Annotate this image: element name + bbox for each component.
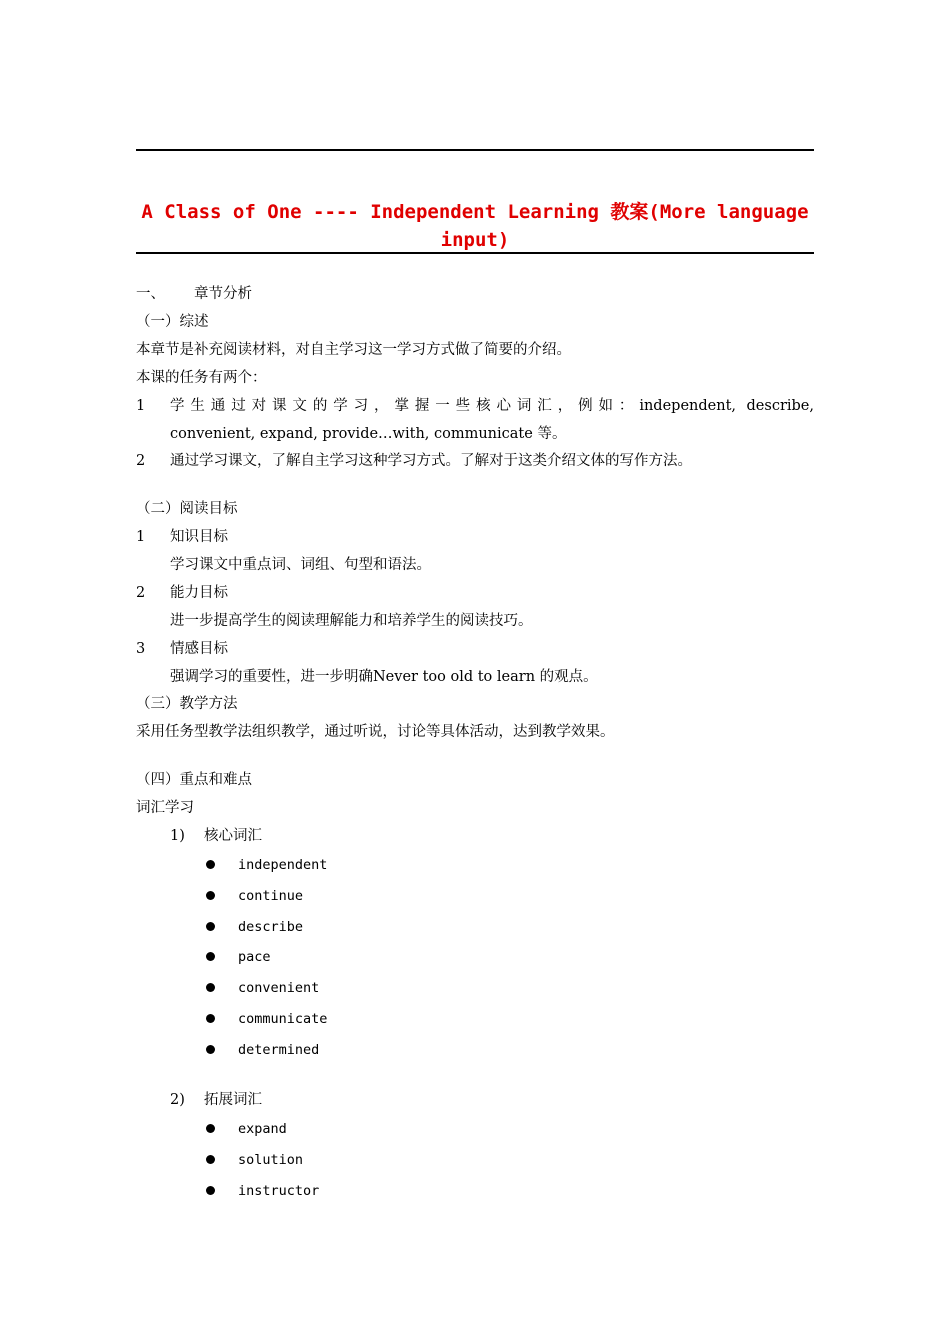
extended-vocab-number: 2) — [170, 1092, 185, 1108]
title-underline — [136, 252, 814, 254]
bullet-icon — [206, 1155, 215, 1164]
bullet-icon — [206, 891, 215, 900]
goal-number: 1 — [136, 529, 146, 545]
key-points-heading: （四）重点和难点 — [136, 772, 252, 788]
goal-description: 学习课文中重点词、词组、句型和语法。 — [170, 557, 431, 573]
goals-heading: （二）阅读目标 — [136, 501, 238, 517]
method-text: 采用任务型教学法组织教学，通过听说，讨论等具体活动，达到教学效果。 — [136, 724, 615, 740]
bullet-icon — [206, 1124, 215, 1133]
core-word: pace — [238, 949, 271, 965]
extended-word: solution — [238, 1152, 304, 1168]
bullet-icon — [206, 1186, 215, 1195]
goal-title: 能力目标 — [170, 585, 228, 601]
task-text: 通过学习课文，了解自主学习这种学习方式。了解对于这类介绍文体的写作方法。 — [170, 453, 692, 469]
task-number: 2 — [136, 453, 146, 469]
task-text-continued: convenient, expand, provide…with, communicate 等。 — [170, 426, 567, 442]
core-vocab-number: 1) — [170, 828, 185, 844]
overview-tasks-intro: 本课的任务有两个： — [136, 370, 267, 386]
goal-number: 3 — [136, 641, 146, 657]
bullet-icon — [206, 922, 215, 931]
vocab-heading: 词汇学习 — [136, 800, 194, 816]
section-number: 一、 — [136, 286, 165, 302]
task-text: 学生通过对课文的学习，掌握一些核心词汇，例如：independent, describe, — [170, 398, 814, 414]
core-word: communicate — [238, 1011, 328, 1027]
core-word: independent — [238, 857, 328, 873]
bullet-icon — [206, 952, 215, 961]
goal-title: 情感目标 — [170, 641, 228, 657]
method-heading: （三）教学方法 — [136, 696, 238, 712]
section-heading: 章节分析 — [194, 286, 252, 302]
bullet-icon — [206, 983, 215, 992]
top-rule — [136, 149, 814, 151]
extended-word: expand — [238, 1121, 287, 1137]
core-word: determined — [238, 1042, 320, 1058]
core-word: continue — [238, 888, 304, 904]
extended-word: instructor — [238, 1183, 320, 1199]
bullet-icon — [206, 1045, 215, 1054]
core-vocab-label: 核心词汇 — [204, 828, 262, 844]
goal-number: 2 — [136, 585, 146, 601]
core-word: describe — [238, 919, 304, 935]
extended-vocab-label: 拓展词汇 — [204, 1092, 262, 1108]
document-title: A Class of One ---- Independent Learning 教案(More language input) — [141, 201, 809, 251]
goal-title: 知识目标 — [170, 529, 228, 545]
goal-description: 进一步提高学生的阅读理解能力和培养学生的阅读技巧。 — [170, 613, 533, 629]
task-number: 1 — [136, 398, 146, 414]
bullet-icon — [206, 860, 215, 869]
core-word: convenient — [238, 980, 320, 996]
overview-paragraph: 本章节是补充阅读材料，对自主学习这一学习方式做了简要的介绍。 — [136, 342, 571, 358]
overview-heading: （一）综述 — [136, 314, 209, 330]
bullet-icon — [206, 1014, 215, 1023]
goal-description: 强调学习的重要性，进一步明确Never too old to learn 的观点。 — [170, 669, 598, 685]
